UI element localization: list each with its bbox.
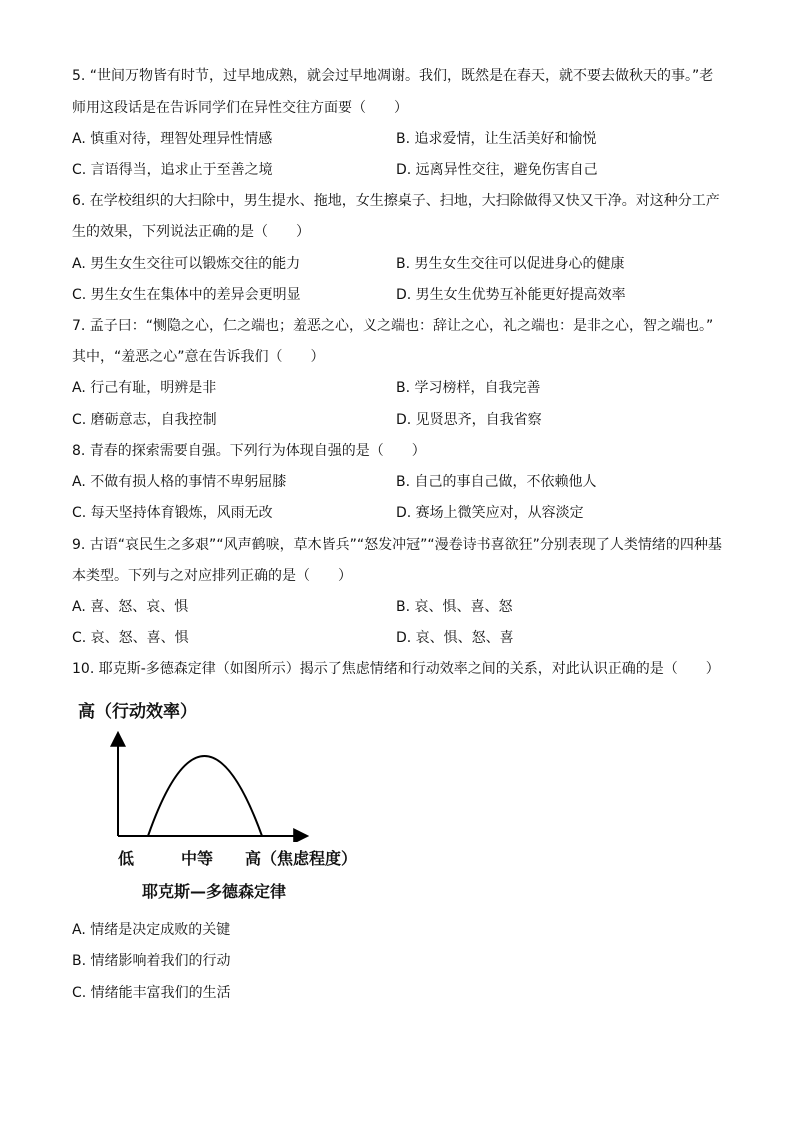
- q6-option-b: B. 男生女生交往可以促进身心的健康: [396, 256, 625, 272]
- q10-option-c: C. 情绪能丰富我们的生活: [72, 985, 231, 1001]
- q10-option-a: A. 情绪是决定成败的关键: [72, 922, 231, 938]
- q7-stem-line2: 其中，“羞恶之心”意在告诉我们（ ）: [72, 349, 325, 365]
- q8-option-a: A. 不做有损人格的事情不卑躬屈膝: [72, 474, 287, 490]
- q9-option-a: A. 喜、怒、哀、惧: [72, 599, 189, 615]
- q5-option-d: D. 远离异性交往，避免伤害自己: [396, 162, 598, 178]
- q8-option-b: B. 自己的事自己做，不依赖他人: [396, 474, 597, 490]
- q7-stem-line1: 7. 孟子曰：“恻隐之心，仁之端也；羞恶之心，义之端也：辞让之心，礼之端也：是非之心，智之端也。”: [72, 318, 714, 334]
- q7-option-a: A. 行己有耻，明辨是非: [72, 380, 217, 396]
- q6-option-a: A. 男生女生交往可以锻炼交往的能力: [72, 256, 301, 272]
- q9-option-c: C. 哀、怒、喜、惧: [72, 630, 189, 646]
- q8-option-d: D. 赛场上微笑应对，从容淡定: [396, 505, 584, 521]
- q6-stem-line2: 生的效果，下列说法正确的是（ ）: [72, 224, 310, 240]
- figure-x-high-label: 高（焦虑程度）: [245, 849, 358, 868]
- q5-stem-line2: 师用这段话是在告诉同学们在异性交往方面要（ ）: [72, 100, 408, 116]
- q9-option-d: D. 哀、惧、怒、喜: [396, 630, 514, 646]
- q10-option-b: B. 情绪影响着我们的行动: [72, 953, 231, 969]
- q6-stem-line1: 6. 在学校组织的大扫除中，男生提水、拖地，女生擦桌子、扫地，大扫除做得又快又干净。对这种分工产: [72, 193, 720, 209]
- figure-y-axis-label: 高（行动效率）: [78, 702, 197, 722]
- q9-option-b: B. 哀、惧、喜、怒: [396, 599, 513, 615]
- q5-stem-line1: 5. “世间万物皆有时节，过早地成熟，就会过早地凋谢。我们，既然是在春天，就不要去做秋天的事。”老: [72, 68, 714, 84]
- q8-option-c: C. 每天坚持体育锻炼，风雨无改: [72, 505, 273, 521]
- inverted-u-curve: [148, 756, 262, 836]
- q7-option-d: D. 见贤思齐，自我省察: [396, 412, 542, 428]
- q5-option-c: C. 言语得当，追求止于至善之境: [72, 162, 273, 178]
- q7-option-c: C. 磨砺意志，自我控制: [72, 412, 217, 428]
- q5-option-b: B. 追求爱情，让生活美好和愉悦: [396, 131, 597, 147]
- q9-stem-line1: 9. 古语“哀民生之多艰”“风声鹤唳，草木皆兵”“怒发冲冠”“漫卷诗书喜欲狂”分别表现了人类情绪的四种基: [72, 537, 722, 553]
- q10-stem-line1: 10. 耶克斯-多德森定律（如图所示）揭示了焦虑情绪和行动效率之间的关系，对此认识正确的是（ ）: [72, 661, 720, 677]
- q7-option-b: B. 学习榜样，自我完善: [396, 380, 541, 396]
- q9-stem-line2: 本类型。下列与之对应排列正确的是（ ）: [72, 568, 352, 584]
- figure-x-low-label: 低: [118, 849, 135, 868]
- q5-option-a: A. 慎重对待，理智处理异性情感: [72, 131, 273, 147]
- yerkes-dodson-curve: [100, 728, 312, 842]
- figure-x-mid-label: 中等: [181, 849, 214, 868]
- q6-option-d: D. 男生女生优势互补能更好提高效率: [396, 287, 626, 303]
- figure-caption: 耶克斯—多德森定律: [142, 882, 287, 901]
- q8-stem-line1: 8. 青春的探索需要自强。下列行为体现自强的是（ ）: [72, 443, 426, 459]
- q6-option-c: C. 男生女生在集体中的差异会更明显: [72, 287, 301, 303]
